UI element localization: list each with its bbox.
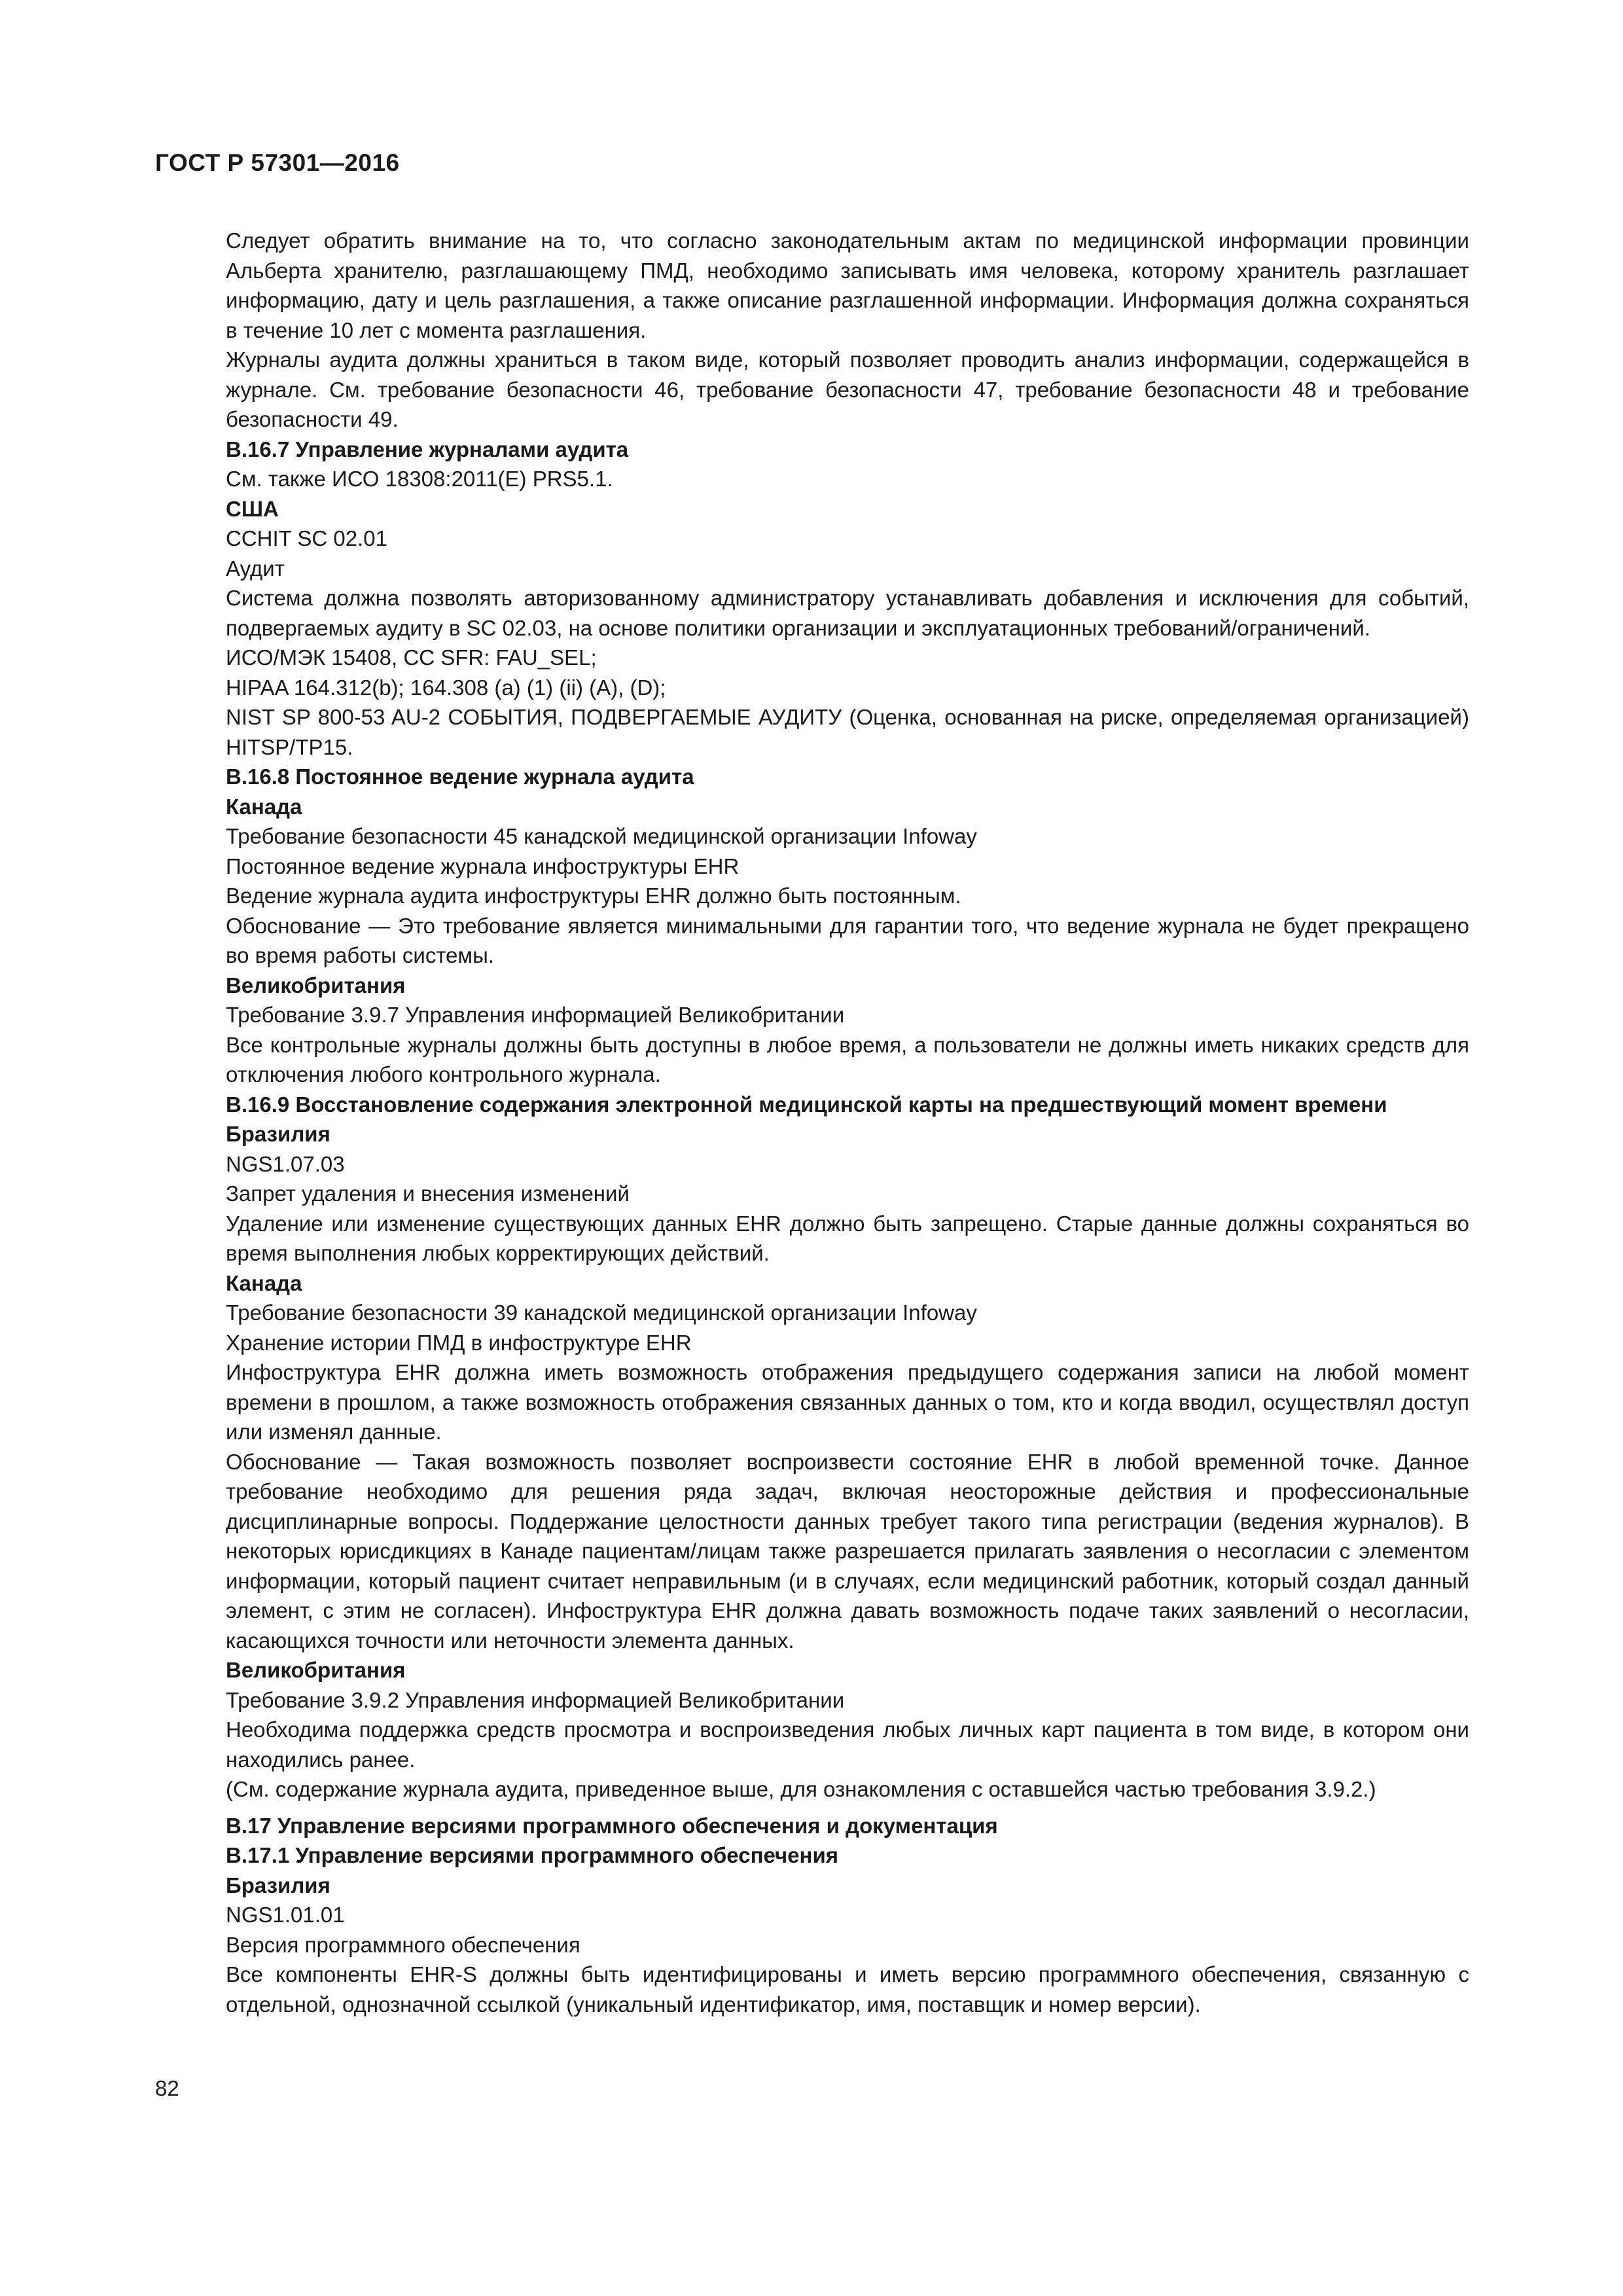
paragraph: Журналы аудита должны храниться в таком виде, который позволяет проводить анализ информации, содержащейся в журнале. См. требование безопасности 46, требование безопасности 47, требование безопасности 48 и требование безопасности 49.	[226, 348, 1469, 431]
paragraph: Все компоненты EHR-S должны быть идентифицированы и иметь версию программного обеспечения, связанную с отдельной, однозначной ссылкой (уникальный идентификатор, имя, поставщик и номер версии).	[226, 1962, 1469, 2017]
paragraph: Все контрольные журналы должны быть доступны в любое время, а пользователи не должны иметь никаких средств для отключения любого контрольного журнала.	[226, 1032, 1469, 1086]
paragraph: Требование 3.9.7 Управления информацией Великобритании	[226, 1003, 845, 1027]
paragraph: NGS1.07.03	[226, 1151, 345, 1176]
paragraph: Постоянное ведение журнала инфоструктуры EHR	[226, 853, 740, 878]
paragraph: Аудит	[226, 556, 285, 581]
paragraph: Требование безопасности 39 канадской медицинской организации Infoway	[226, 1300, 977, 1325]
paragraph: Инфоструктура EHR должна иметь возможность отображения предыдущего содержания записи на любой момент времени в прошлом, а также возможность отображения связанных данных о том, кто и когда вводил, осуществлял доступ или изменял данные.	[226, 1360, 1469, 1444]
standard-header: ГОСТ Р 57301—2016	[155, 149, 400, 176]
paragraph: Система должна позволять авторизованному администратору устанавливать добавления и исключения для событий, подвергаемых аудиту в SC 02.03, на основе политики организации и эксплуатационных требований/ограничений.	[226, 586, 1469, 640]
paragraph: Следует обратить внимание на то, что согласно законодательным актам по медицинской информации провинции Альберта хранителю, разглашающему ПМД, необходимо записывать имя человека, которому хранитель разглашает информацию, дату и цель разглашения, а также описание разглашенной информации. Информация должна сохраняться в течение 10 лет с момента разглашения.	[226, 228, 1469, 342]
section-heading: В.16.8 Постоянное ведение журнала аудита	[226, 764, 694, 789]
country-heading: США	[226, 496, 279, 521]
paragraph: Требование 3.9.2 Управления информацией Великобритании	[226, 1687, 845, 1712]
paragraph: См. также ИСО 18308:2011(E) PRS5.1.	[226, 467, 613, 491]
paragraph: ИСО/МЭК 15408, CC SFR: FAU_SEL;	[226, 645, 597, 670]
section-heading: В.16.9 Восстановление содержания электронной медицинской карты на предшествующий момент времени	[226, 1092, 1387, 1117]
country-heading: Канада	[226, 1270, 302, 1295]
paragraph: Удаление или изменение существующих данных EHR должно быть запрещено. Старые данные должны сохраняться во время выполнения любых корректирующих действий.	[226, 1211, 1469, 1265]
paragraph: Хранение истории ПМД в инфоструктуре EHR	[226, 1330, 692, 1355]
country-heading: Великобритания	[226, 1658, 406, 1682]
document-body	[226, 226, 1469, 2019]
paragraph: Обоснование — Это требование является минимальными для гарантии того, что ведение журнала не будет прекращено во время работы системы.	[226, 913, 1469, 967]
paragraph: Требование безопасности 45 канадской медицинской организации Infoway	[226, 824, 977, 848]
paragraph: (См. содержание журнала аудита, приведенное выше, для ознакомления с оставшейся частью требования 3.9.2.)	[226, 1777, 1376, 1801]
country-heading: Бразилия	[226, 1122, 330, 1146]
paragraph: Версия программного обеспечения	[226, 1932, 580, 1957]
paragraph: Обоснование — Такая возможность позволяет воспроизвести состояние EHR в любой временной точке. Данное требование необходимо для решения ряда задач, включая неосторожные действия и профессиональные дисциплинарные вопросы. Поддержание целостности данных требует такого типа регистрации (ведения журналов). В некоторых юрисдикциях в Канаде пациентам/лицам также разрешается прилагать заявления о несогласии с элементом информации, который пациент считает неправильным (и в случаях, если медицинский работник, который создал данный элемент, с этим не согласен). Инфоструктура EHR должна давать возможность подаче таких заявлений о несогласии, касающихся точности или неточности элемента данных.	[226, 1449, 1469, 1653]
section-heading: В.16.7 Управление журналами аудита	[226, 437, 629, 461]
paragraph: NGS1.01.01	[226, 1903, 345, 1927]
paragraph: Запрет удаления и внесения изменений	[226, 1181, 630, 1206]
country-heading: Канада	[226, 794, 302, 819]
section-heading: В.17.1 Управление версиями программного обеспечения	[226, 1843, 839, 1867]
country-heading: Великобритания	[226, 973, 406, 997]
section-heading: В.17 Управление версиями программного обеспечения и документация	[226, 1813, 998, 1838]
paragraph: NIST SP 800-53 AU-2 СОБЫТИЯ, ПОДВЕРГАЕМЫЕ АУДИТУ (Оценка, основанная на риске, определяемая организацией) HITSP/TP15.	[226, 705, 1469, 759]
page-number: 82	[155, 2076, 179, 2100]
paragraph: CCHIT SC 02.01	[226, 526, 387, 550]
paragraph: Необходима поддержка средств просмотра и воспроизведения любых личных карт пациента в том виде, в котором они находились ранее.	[226, 1717, 1469, 1772]
paragraph: HIPAA 164.312(b); 164.308 (a) (1) (ii) (A), (D);	[226, 675, 666, 700]
paragraph: Ведение журнала аудита инфоструктуры EHR должно быть постоянным.	[226, 884, 961, 908]
country-heading: Бразилия	[226, 1873, 330, 1897]
